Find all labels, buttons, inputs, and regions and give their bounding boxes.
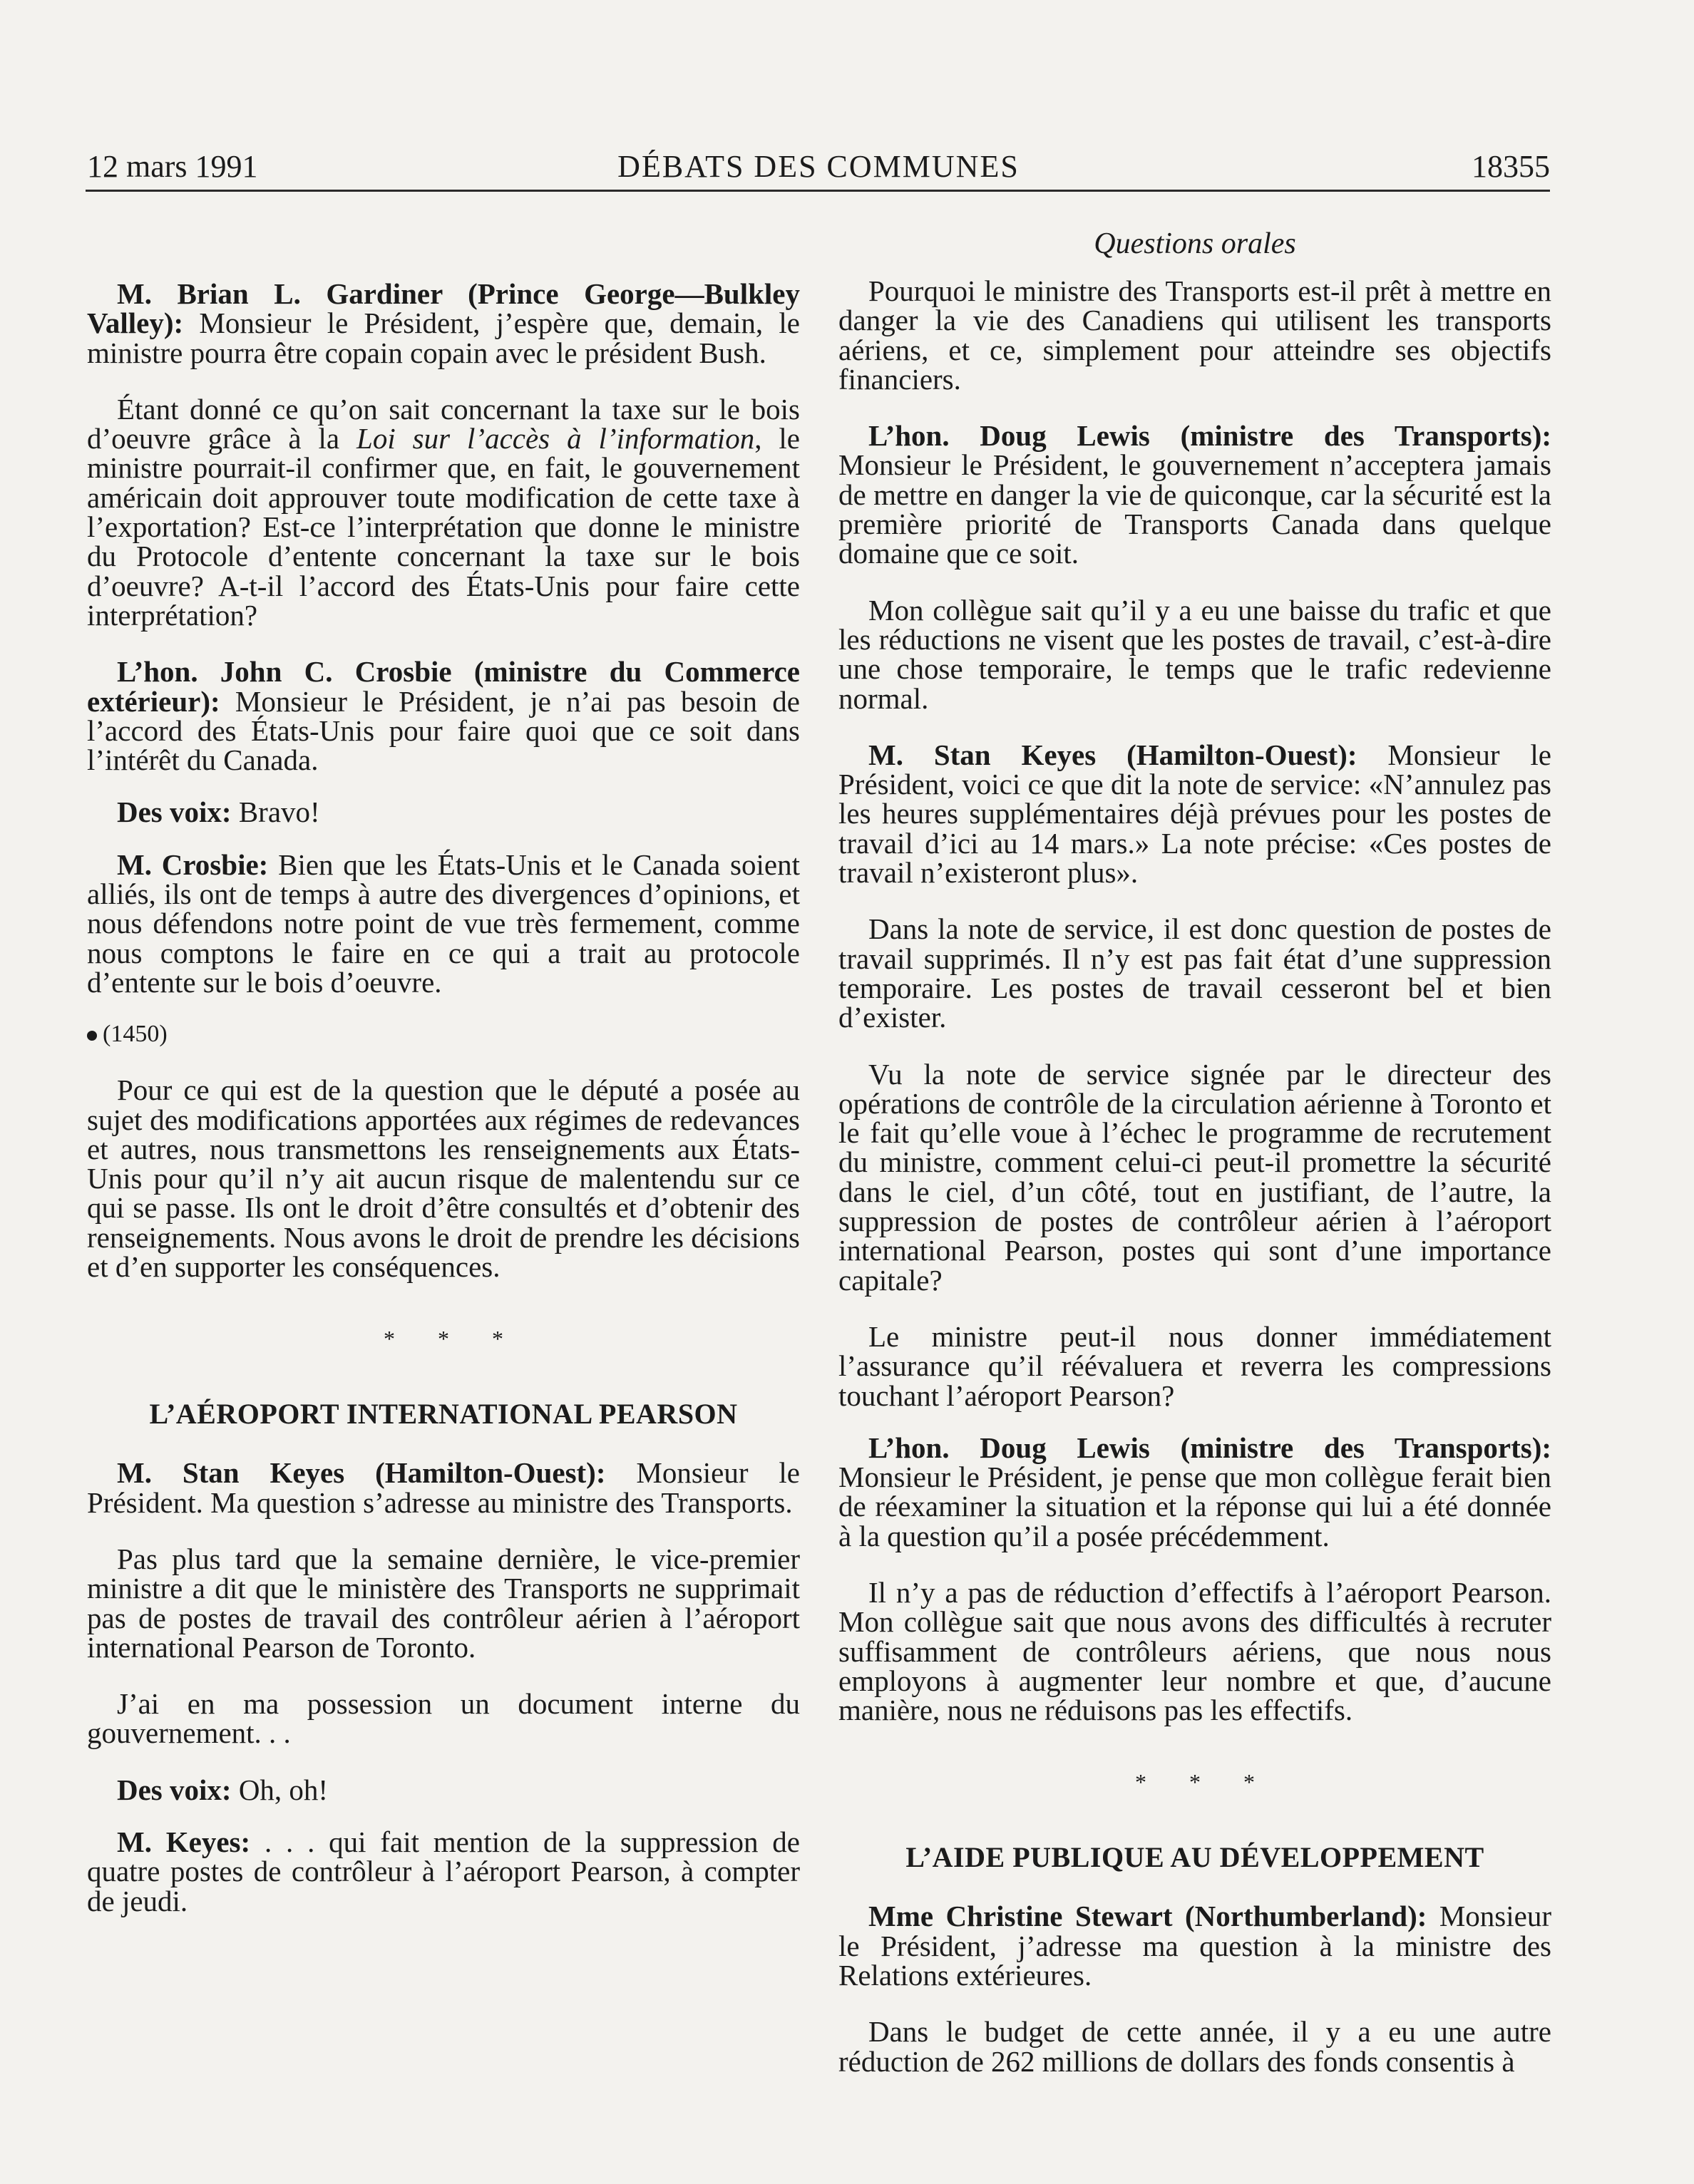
speaker-name: Mme Christine Stewart (Northumberland): <box>868 1900 1427 1933</box>
time-marker-text: (1450) <box>103 1021 168 1048</box>
speech-text: Monsieur le Président, j’adresse ma question à la ministre des Relations extérieures. <box>838 1900 1551 1992</box>
header-title: DÉBATS DES COMMUNES <box>617 149 1020 184</box>
paragraph <box>838 1057 1551 1297</box>
speaker-name: L’hon. Doug Lewis (ministre des Transports): <box>868 1431 1551 1464</box>
speech-text: Dans le budget de cette année, il y a eu une autre réduction de 262 millions de dollars des fonds consentis à <box>838 2015 1551 2078</box>
speech-text: Monsieur le Président, j’espère que, demain, le ministre pourra être copain copain avec le président Bush. <box>87 307 800 369</box>
left-column <box>87 279 800 1939</box>
paragraph <box>838 2017 1551 2076</box>
speech-text: Étant donné ce qu’on sait concernant la taxe sur le bois d’oeuvre grâce à la <box>87 392 800 455</box>
speech-text: , le ministre pourrait-il confirmer que, en fait, le gouvernement américain doit approuver toute modification de cette taxe à l’exportation? Est-ce l’interprétation que donne le ministre du Protocole d’entente concernant la taxe sur le bois d’oeuvre? A-t-il l’accord des États-Unis pour faire cette interprétation? <box>87 422 800 632</box>
paragraph <box>87 392 800 632</box>
speaker-name: L’hon. Doug Lewis (ministre des Transports): <box>868 419 1551 453</box>
speech-text: . . . qui fait mention de la suppression de quatre postes de contrôleur à l’aéroport Pearson, à compter de jeudi. <box>87 1825 800 1917</box>
speaker-name: Des voix: <box>117 1773 232 1806</box>
section-separator: * * * <box>384 1326 522 1352</box>
section-heading: L’AÉROPORT INTERNATIONAL PEARSON <box>149 1398 738 1431</box>
section-heading: L’AIDE PUBLIQUE AU DÉVELOPPEMENT <box>905 1841 1484 1874</box>
speech-text: Monsieur le Président, je pense que mon collègue ferait bien de réexaminer la situation et la réponse qui lui a été donnée à la question qu’il a posée précédemment. <box>838 1461 1551 1552</box>
speaker-name: M. Stan Keyes (Hamilton-Ouest): <box>868 738 1357 771</box>
paragraph <box>838 593 1551 715</box>
speech-text: Pour ce qui est de la question que le député a posée au sujet des modifications apportées aux régimes de redevances et autres, nous transmettons les renseignements aux États-Unis pour qu’il n’y ait aucun risque de malentendu sur ce qui se passe. Ils ont le droit d’être consultés et d’obtenir des renseignements. Nous avons le droit de prendre les décisions et d’en supporter les conséquences. <box>87 1073 800 1284</box>
speaker-name: L’hon. John C. Crosbie (ministre du Commerce extérieur): <box>87 655 800 718</box>
italic-title: Loi sur l’accès à l’information <box>356 422 755 455</box>
speaker-name: M. Brian L. Gardiner (Prince George—Bulkley Valley): <box>87 277 800 340</box>
speech-text: Dans la note de service, il est donc question de postes de travail supprimés. Il n’y est pas fait état d’une suppression temporaire. Les postes de travail cesseront bel et bien d’exister. <box>838 912 1551 1034</box>
speech-text: Monsieur le Président, voici ce que dit la note de service: «N’annulez pas les heures supplémentaires déjà prévues pour les postes de travail d’ici au 14 mars.» La note précise: «Ces postes de travail n’existeront plus». <box>838 738 1552 890</box>
paragraph <box>87 1825 800 1917</box>
speaker-name: M. Stan Keyes (Hamilton-Ouest): <box>117 1456 606 1490</box>
speech-text: Il n’y a pas de réduction d’effectifs à l’aéroport Pearson. Mon collègue sait que nous avons des difficultés à recruter suffisamment de contrôleurs aériens, que nous nous employons à augmenter leur nombre et que, d’aucune manière, nous ne réduisons pas les effectifs. <box>838 1575 1551 1727</box>
paragraph <box>87 1073 800 1284</box>
speech-text: Pourquoi le ministre des Transports est-il prêt à mettre en danger la vie des Canadiens qui utilisent les transports aériens, et ce, simplement pour atteindre ses objectifs financiers. <box>838 274 1551 396</box>
paragraph <box>87 1542 800 1664</box>
header-rule <box>86 190 1550 192</box>
speaker-name: Des voix: <box>117 795 232 829</box>
paragraph <box>838 274 1551 396</box>
speech-text: Le ministre peut-il nous donner immédiatement l’assurance qu’il réévaluera et reverra les compressions touchant l’aéroport Pearson? <box>838 1319 1551 1412</box>
page-number: 18355 <box>1472 149 1550 184</box>
paragraph <box>87 657 800 775</box>
speech-text: Monsieur le Président, le gouvernement n’acceptera jamais de mettre en danger la vie de quiconque, car la sécurité est la première priorité de Transports Canada dans quelque domaine que ce soit. <box>838 448 1551 570</box>
paragraph <box>87 795 800 829</box>
speaker-name: M. Keyes: <box>117 1825 251 1858</box>
paragraph <box>87 279 800 368</box>
paragraph <box>87 850 800 997</box>
paragraph <box>838 1319 1551 1412</box>
speech-text: Mon collègue sait qu’il y a eu une baisse du trafic et que les réductions ne visent que les postes de travail, c’est-à-dire une chose temporaire, le temps que le trafic redevienne normal. <box>838 593 1551 715</box>
paragraph <box>87 1458 800 1518</box>
paragraph <box>838 912 1551 1034</box>
speech-text: Pas plus tard que la semaine dernière, le vice-premier ministre a dit que le ministère des Transports ne supprimait pas de postes de travail des contrôleur aérien à l’aéroport international Pearson de Toronto. <box>87 1542 800 1664</box>
bullet-icon <box>87 1031 97 1041</box>
paragraph <box>87 1689 800 1748</box>
paragraph <box>838 421 1551 568</box>
paragraph <box>838 1433 1551 1551</box>
speech-text: J’ai en ma possession un document interne du gouvernement. . . <box>87 1687 800 1750</box>
header-date: 12 mars 1991 <box>87 149 258 184</box>
paragraph <box>87 1773 800 1806</box>
running-head: Questions orales <box>1094 227 1296 260</box>
paragraph <box>838 1902 1551 1990</box>
speech-text: Bravo! <box>231 795 320 829</box>
right-column <box>838 274 1552 2103</box>
paragraph <box>838 738 1552 890</box>
speech-text: Monsieur le Président, je n’ai pas besoin de l’accord des États-Unis pour faire quoi que ce soit dans l’intérêt du Canada. <box>87 684 800 777</box>
speech-text: Bien que les États-Unis et le Canada soient alliés, ils ont de temps à autre des divergences d’opinions, et nous défendons notre point de vue très fermement, comme nous comptons le faire en ce qui a trait au protocole d’entente sur le bois d’oeuvre. <box>87 848 800 999</box>
speech-text: Monsieur le Président. Ma question s’adresse au ministre des Transports. <box>87 1456 801 1519</box>
speaker-name: M. Crosbie: <box>117 848 269 881</box>
section-separator: * * * <box>1135 1769 1273 1796</box>
time-marker <box>87 1020 800 1049</box>
paragraph <box>838 1575 1551 1727</box>
speech-text: Oh, oh! <box>231 1773 329 1806</box>
speech-text: Vu la note de service signée par le directeur des opérations de contrôle de la circulation aérienne à Toronto et le fait qu’elle voue à l’échec le programme de recrutement du ministre, comment celui-ci peut-il promettre la sécurité dans le ciel, d’un côté, tout en justifiant, de l’autre, la suppression de postes de contrôleur aérien à l’aéroport international Pearson, postes qui sont d’une importance capitale? <box>838 1057 1551 1297</box>
page-header <box>87 147 1550 190</box>
